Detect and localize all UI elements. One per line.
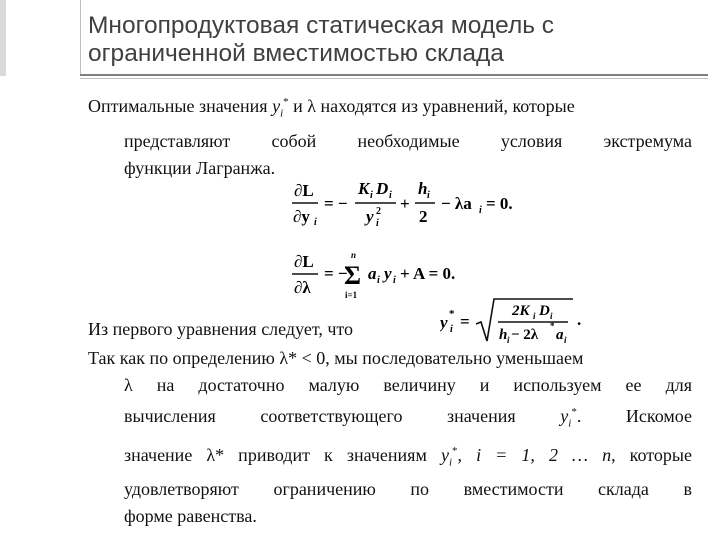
paragraph-optimal-values (88, 89, 692, 182)
f3-num-D: D (539, 303, 550, 319)
title-left-rule (80, 0, 81, 75)
para3-l3-text: вычисления соответствующего значения (124, 406, 561, 426)
f1-a-sub: i (479, 205, 482, 216)
f1-end: = 0. (486, 194, 513, 213)
f1-num-D-sub: i (389, 190, 392, 201)
f2-end: + A = 0. (400, 264, 456, 283)
f1-den-dy: ∂y (293, 207, 310, 226)
para3-line-4 (88, 438, 692, 477)
para3-line-2: λ на достаточно малую величину и используем ее для (124, 375, 692, 395)
para3-line-1: Так как по определению λ* < 0, мы последовательно уменьшаем (88, 348, 584, 368)
f1-den-y: y (366, 207, 374, 226)
para1-var-sub: i (280, 107, 284, 120)
para3-l3-end: . Искомое (576, 406, 692, 426)
f1-h-sub: i (427, 190, 430, 201)
f2-sum-top: n (351, 250, 357, 260)
f1-den-y-sup: 2 (376, 206, 381, 217)
f2-y-sub: i (393, 275, 396, 286)
f1-plus: + (400, 194, 410, 213)
f1-eq-minus: = − (324, 194, 348, 213)
f2-a: a (368, 264, 377, 283)
para1-text-b: и λ находятся из уравнений, которые (288, 96, 575, 116)
para1-line-3: функции Лагранжа. (124, 157, 276, 178)
para3-line-5: удовлетворяют ограничению по вместимости склада в (124, 479, 692, 500)
slide-title (88, 12, 708, 68)
para3-l4-range: i = 1, 2 … n (476, 444, 612, 465)
f1-num-D: D (376, 179, 389, 198)
para1-line-2: представляют собой необходимые условия экстремума (124, 130, 692, 151)
para3-l4-text: значение λ* приводит к значениям (124, 444, 441, 465)
para3-l4-sub: i (448, 456, 452, 469)
f1-num-K-sub: i (370, 190, 373, 201)
para1-line-1 (88, 89, 692, 128)
optimal-y-formula (440, 295, 590, 345)
f1-h: h (418, 179, 428, 198)
para3-line-6: форме равенства. (124, 506, 257, 527)
f3-eq: = (460, 312, 470, 331)
f2-eq: = − (324, 264, 348, 283)
f3-den-a: a (556, 327, 564, 343)
f2-y: y (384, 264, 392, 283)
f2-sum-sign: Σ (344, 261, 361, 290)
para3-l3-sub: i (568, 417, 572, 430)
para3-l3-y: y (560, 406, 569, 426)
f3-star: * (449, 308, 455, 320)
paragraph-lambda-procedure (88, 345, 692, 530)
para3-l4-comma: , (457, 444, 477, 465)
title-underline (80, 74, 708, 76)
para1-text-a: Оптимальные значения (88, 96, 273, 116)
f2-sum-bottom: i=1 (345, 290, 358, 300)
lagrange-derivative-y-formula (292, 176, 532, 232)
para1-var-y: y (272, 96, 281, 116)
title-line-1: Многопродуктовая статическая модель с (88, 12, 555, 39)
f3-den-a-sub: i (564, 335, 567, 345)
para3-l4-end: , которые (611, 444, 692, 465)
f3-den-lambda: − 2λ (511, 327, 539, 343)
paragraph-first-equation: Из первого уравнения следует, что (88, 319, 354, 339)
lagrange-derivative-lambda-formula (292, 248, 492, 300)
title-underline-thin (80, 78, 708, 79)
f3-den-h: h (499, 327, 508, 343)
f1-den-y-sub: i (376, 218, 379, 229)
f2-a-sub: i (377, 275, 380, 286)
f3-sub: i (450, 324, 453, 335)
para3-l4-sup: * (452, 444, 458, 457)
title-line-2: ограниченной вместимостью склада (88, 40, 504, 67)
f3-num-K-sub: i (533, 311, 536, 321)
corner-accent (0, 0, 6, 76)
f3-num-D-sub: i (550, 311, 553, 321)
para3-line-3 (88, 399, 692, 438)
f3-den-star: * (550, 321, 555, 331)
f1-num-dL: ∂L (294, 181, 314, 200)
f3-den-h-sub: i (507, 335, 510, 345)
para3-l3-sup: * (571, 406, 577, 418)
f1-two: 2 (419, 207, 428, 226)
f1-lambda-a: − λa (441, 194, 472, 213)
f1-den-sub: i (314, 217, 317, 228)
f3-end: . (577, 310, 582, 329)
f1-num-K: K (358, 179, 370, 198)
para3-l4-y: y (440, 444, 449, 465)
f3-num-2K: 2K (512, 303, 530, 319)
f2-num-dL: ∂L (294, 252, 314, 271)
para1-var-sup: * (283, 96, 289, 108)
f2-den-dl: ∂λ (294, 278, 311, 297)
f3-y: y (440, 313, 448, 332)
